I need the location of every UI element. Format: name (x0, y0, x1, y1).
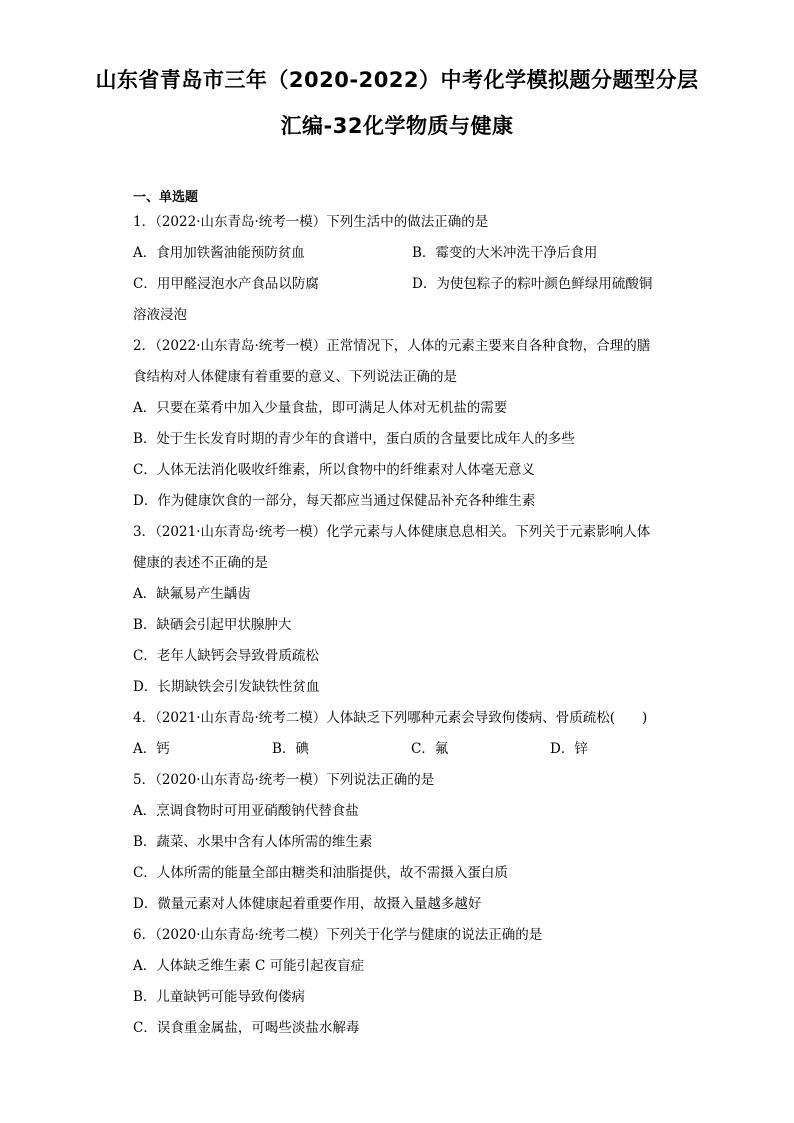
question-1-options-row-1 (133, 243, 663, 274)
question-3-option-a: A．缺氟易产生龋齿 (133, 586, 251, 602)
question-2-option-d: D．作为健康饮食的一部分，每天都应当通过保健品补充各种维生素 (133, 493, 536, 509)
question-5-option-b: B．蔬菜、水果中含有人体所需的维生素 (133, 834, 373, 850)
document-title-line-1: 山东省青岛市三年（2020-2022）中考化学模拟题分题型分层 (95, 68, 699, 92)
question-1-option-b: B．霉变的大米冲洗干净后食用 (412, 245, 598, 261)
document-title-line-2: 汇编-32化学物质与健康 (280, 114, 514, 138)
question-1-option-d: D．为使包粽子的粽叶颜色鲜绿用硫酸铜 (412, 276, 653, 292)
question-2-stem-line-1: 2．（2022·山东青岛·统考一模）正常情况下，人体的元素主要来自各种食物，合理的膳 (133, 338, 651, 354)
question-4-stem: 4．（2021·山东青岛·统考二模）人体缺乏下列哪种元素会导致佝偻病、骨质疏松( ) (133, 710, 648, 726)
question-4-options-row (133, 739, 663, 770)
question-2-option-c: C．人体无法消化吸收纤维素，所以食物中的纤维素对人体毫无意义 (133, 462, 535, 478)
question-2-option-b: B．处于生长发育时期的青少年的食谱中，蛋白质的含量要比成年人的多些 (133, 431, 575, 447)
question-6-option-b: B．儿童缺钙可能导致佝偻病 (133, 989, 305, 1005)
question-6-option-a: A．人体缺乏维生素 C 可能引起夜盲症 (133, 958, 365, 974)
question-1-stem: 1．（2022·山东青岛·统考一模）下列生活中的做法正确的是 (133, 214, 489, 230)
question-5-option-c: C．人体所需的能量全部由糖类和油脂提供，故不需摄入蛋白质 (133, 865, 508, 881)
question-1-options-row-2 (133, 274, 663, 305)
question-5-stem: 5．（2020·山东青岛·统考一模）下列说法正确的是 (133, 772, 435, 788)
question-1-option-c: C．用甲醛浸泡水产食品以防腐 (133, 276, 319, 292)
question-4-option-c: C．氟 (411, 741, 449, 757)
question-3-stem-line-1: 3．（2021·山东青岛·统考一模）化学元素与人体健康息息相关。下列关于元素影响人体 (133, 524, 651, 540)
question-2-option-a: A．只要在菜肴中加入少量食盐，即可满足人体对无机盐的需要 (133, 400, 508, 416)
section-heading: 一、单选题 (133, 190, 199, 205)
question-3-option-d: D．长期缺铁会引发缺铁性贫血 (133, 679, 320, 695)
question-list (133, 212, 663, 1049)
question-3-stem-line-2: 健康的表述不正确的是 (133, 555, 268, 571)
question-3-option-b: B．缺硒会引起甲状腺肿大 (133, 617, 292, 633)
question-3-option-c: C．老年人缺钙会导致骨质疏松 (133, 648, 319, 664)
question-1-option-a: A．食用加铁酱油能预防贫血 (133, 245, 305, 261)
question-6-option-c: C．误食重金属盐，可喝些淡盐水解毒 (133, 1020, 360, 1036)
question-4-option-d: D．锌 (550, 741, 588, 757)
question-5-option-a: A．烹调食物时可用亚硝酸钠代替食盐 (133, 803, 359, 819)
question-1-option-d-continued: 溶液浸泡 (133, 307, 187, 323)
question-4-option-a: A．钙 (133, 741, 170, 757)
question-4-option-b: B．碘 (272, 741, 309, 757)
question-5-option-d: D．微量元素对人体健康起着重要作用，故摄入量越多越好 (133, 896, 482, 912)
question-2-stem-line-2: 食结构对人体健康有着重要的意义、下列说法正确的是 (133, 369, 457, 385)
question-6-stem: 6．（2020·山东青岛·统考二模）下列关于化学与健康的说法正确的是 (133, 927, 543, 943)
